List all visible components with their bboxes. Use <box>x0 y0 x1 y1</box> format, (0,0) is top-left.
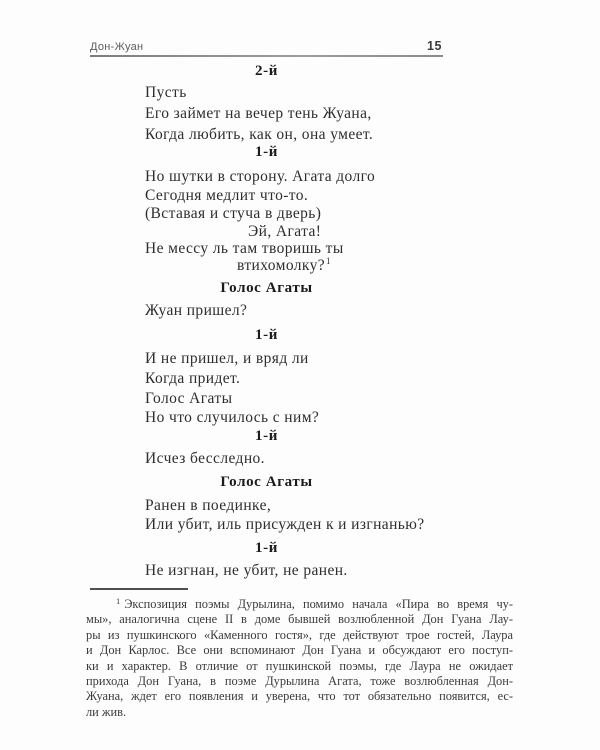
verse-line: Но что случилось с ним? <box>145 409 320 426</box>
footnote-line: мы», аналогична сцене II в доме бывшей возлюбленной Дон Гуана Лау- <box>86 612 513 627</box>
verse-line: Когда придет. <box>145 370 241 387</box>
footnote-line: ры из пушкинского «Каменного гостя», где действуют трое гостей, Лаура <box>86 627 513 642</box>
footnote-separator-rule <box>90 588 188 590</box>
verse-line: Ранен в поединке, <box>145 497 272 514</box>
running-title: Дон-Жуан <box>90 41 144 53</box>
verse-line: Исчез бесследно. <box>145 450 265 467</box>
stage-direction-line: (Вставая и стуча в дверь) <box>145 205 322 222</box>
footnote-line: прихода Дон Гуана, в поэме Дурылина Агата, тоже возлюбленная Дон- <box>86 674 513 689</box>
footnote-line: Жуана, ждет его появления и уверена, что тот обязательно появится, ес- <box>86 689 513 704</box>
footnote-marker: 1 <box>116 596 121 606</box>
verse-line: Сегодня медлит что-то. <box>145 187 309 204</box>
verse-line: Но шутки в сторону. Агата долго <box>145 168 376 185</box>
verse-line: И не пришел, и вряд ли <box>145 350 309 367</box>
footnote-line <box>86 594 513 612</box>
verse-line: Пусть <box>145 84 187 101</box>
footnote-line: ли жив. <box>86 704 127 719</box>
footnote-line: ки и характер. В отличие от пушкинской поэмы, где Лаура не ожидает <box>86 658 513 673</box>
speaker-label: 1-й <box>255 540 278 556</box>
verse-line: Эй, Агата! <box>248 223 322 240</box>
verse-line: Голос Агаты <box>145 390 233 407</box>
footnote <box>86 594 513 720</box>
speaker-label: 1-й <box>255 327 278 343</box>
verse-line <box>237 257 331 274</box>
footnote-line: и Дон Карлос. Все они вспоминают Дон Гуана и обсуждают его поступ- <box>86 643 513 658</box>
footnote-text: Экспозиция поэмы Дурылина, помимо начала «Пира во время чу- <box>124 597 513 611</box>
page-number: 15 <box>427 39 442 53</box>
speaker-label: 1-й <box>255 144 278 160</box>
verse-line: Его займет на вечер тень Жуана, <box>145 105 372 122</box>
speaker-label: Голос Агаты <box>220 280 313 296</box>
verse-line: Или убит, иль присужден к и изгнанью? <box>145 516 425 533</box>
speaker-label: 2-й <box>255 63 278 79</box>
verse-line: Когда любить, как он, она умеет. <box>145 126 374 143</box>
speaker-label: 1-й <box>255 428 278 444</box>
footnote-ref: 1 <box>326 256 331 266</box>
verse-line: Не изгнан, не убит, не ранен. <box>145 562 348 579</box>
speaker-label: Голос Агаты <box>220 474 313 490</box>
verse-text: втихомолку? <box>237 257 326 274</box>
verse-line: Жуан пришел? <box>145 302 248 319</box>
verse-line: Не мессу ль там творишь ты <box>145 240 344 257</box>
header-rule <box>90 55 443 57</box>
